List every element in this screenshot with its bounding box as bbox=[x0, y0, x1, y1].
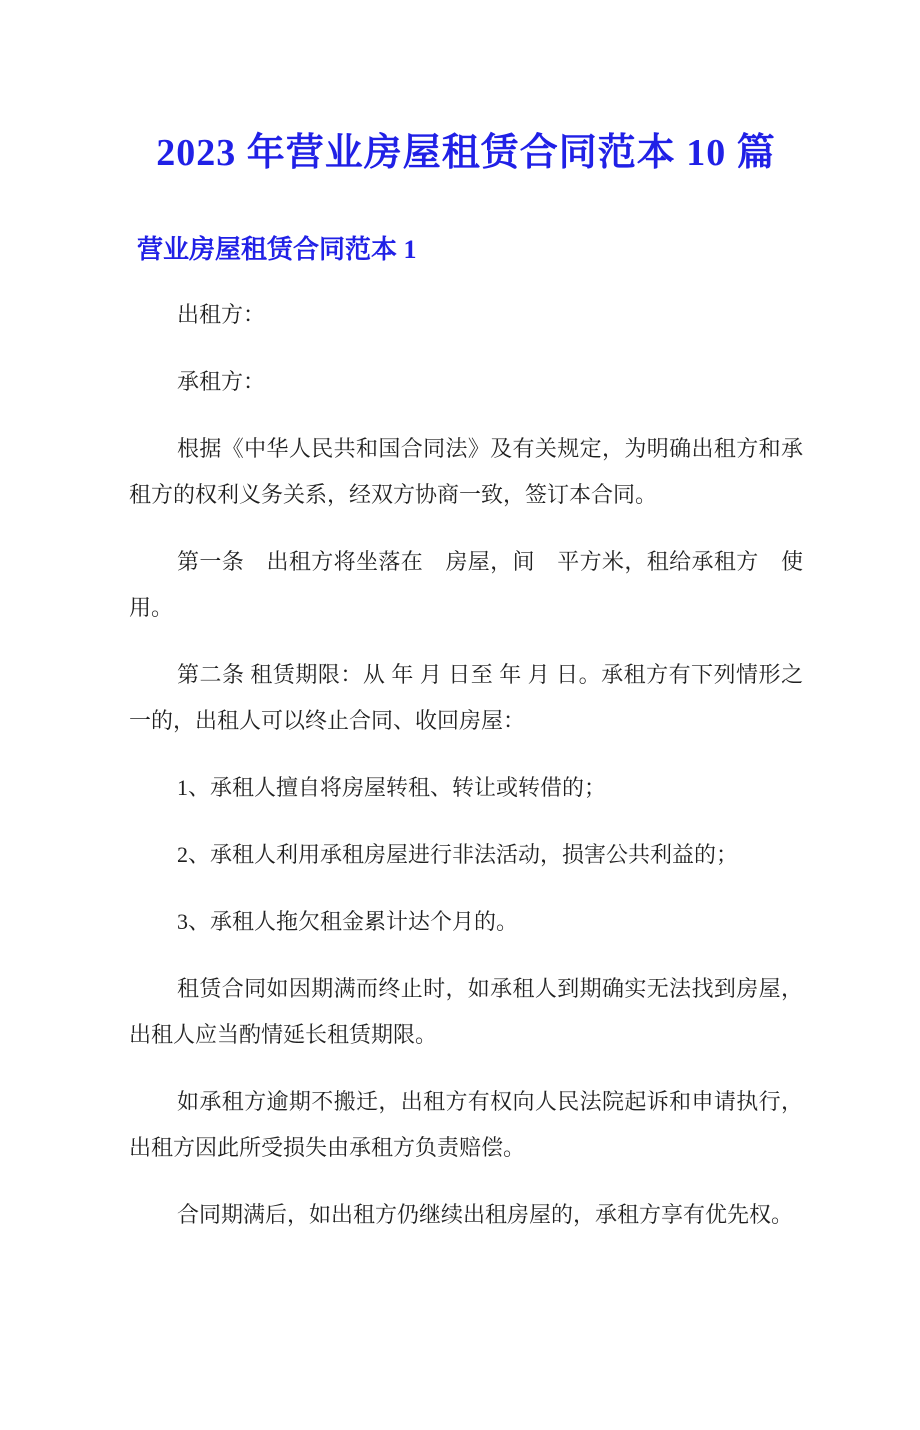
paragraph-article-1: 第一条 出租方将坐落在 房屋，间 平方米，租给承租方 使用。 bbox=[129, 549, 803, 620]
paragraph-clause-item-1: 1、承租人擅自将房屋转租、转让或转借的； bbox=[177, 775, 607, 800]
document-title: 2023 年营业房屋租赁合同范本 10 篇 bbox=[156, 132, 776, 174]
paragraph-article-2: 第二条 租赁期限：从 年 月 日至 年 月 日。承租方有下列情形之一的，出租人可以终止合同、收回房屋： bbox=[129, 662, 803, 733]
paragraph-preamble: 根据《中华人民共和国合同法》及有关规定，为明确出租方和承租方的权利义务关系，经双方协商一致，签订本合同。 bbox=[129, 436, 803, 507]
paragraph-lessee-label: 承租方： bbox=[177, 369, 266, 394]
section-heading: 营业房屋租赁合同范本 1 bbox=[137, 235, 417, 264]
paragraph-lessor-label: 出租方： bbox=[177, 302, 266, 327]
paragraph-expiry-extension: 租赁合同如因期满而终止时，如承租人到期确实无法找到房屋，出租人应当酌情延长租赁期限。 bbox=[129, 976, 803, 1047]
document-page bbox=[0, 128, 920, 1430]
paragraph-priority-right: 合同期满后，如出租方仍继续出租房屋的，承租方享有优先权。 bbox=[177, 1202, 794, 1227]
paragraph-clause-item-2: 2、承租人利用承租房屋进行非法活动，损害公共利益的； bbox=[177, 842, 739, 867]
document-body bbox=[129, 292, 803, 1238]
paragraph-overdue-eviction: 如承租方逾期不搬迁，出租方有权向人民法院起诉和申请执行，出租方因此所受损失由承租方负责赔偿。 bbox=[129, 1089, 803, 1160]
paragraph-clause-item-3: 3、承租人拖欠租金累计达个月的。 bbox=[177, 909, 519, 934]
